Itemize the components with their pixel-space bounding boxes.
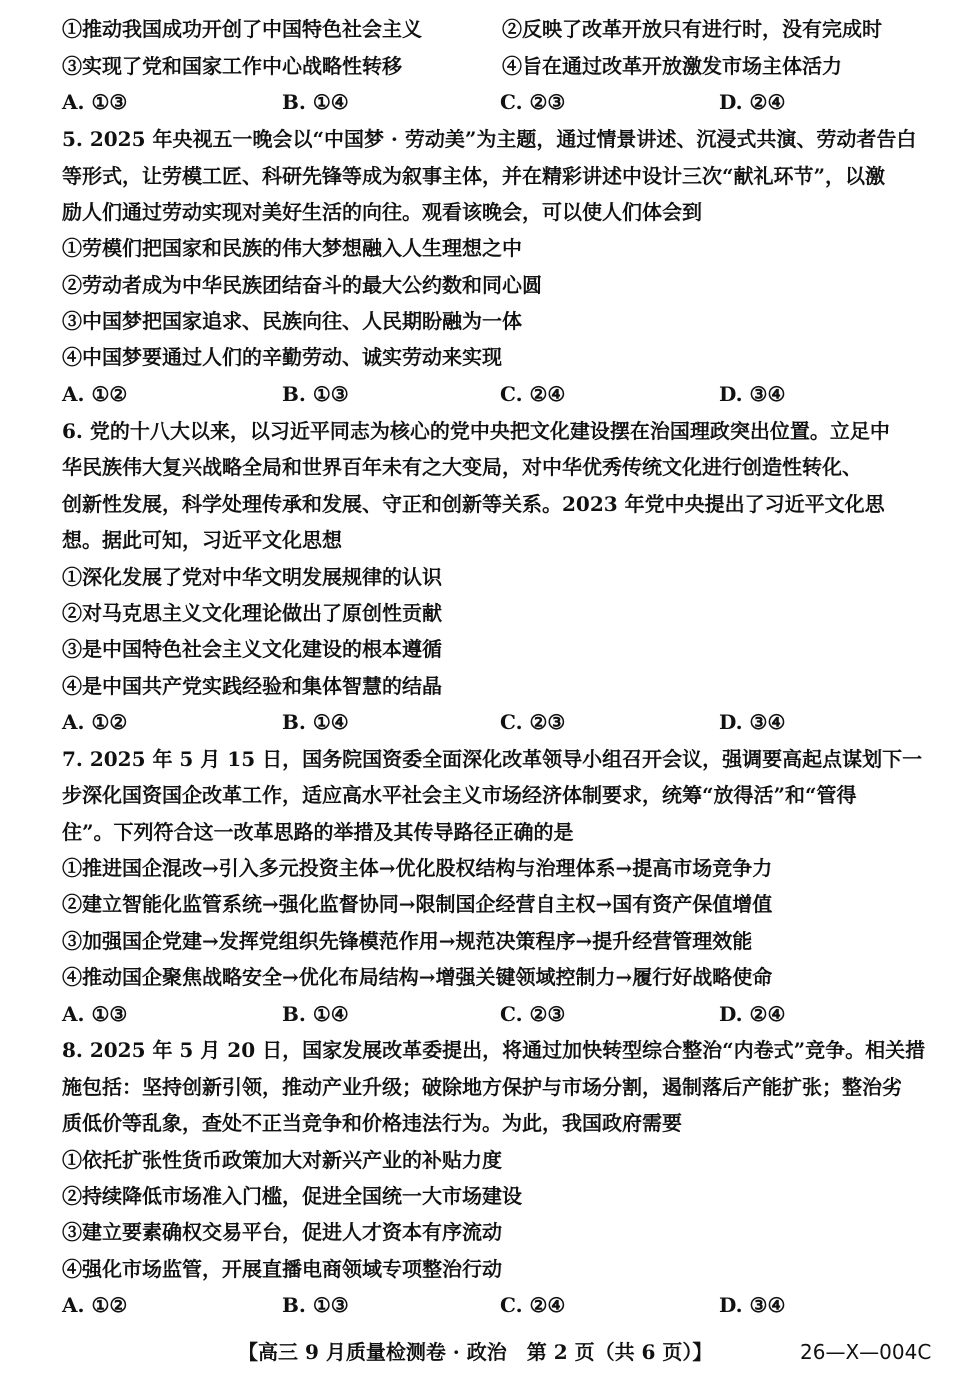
footer-title: 【高三 9 月质量检测卷 · 政治 第 2 页（共 6 页）】 [238, 1340, 713, 1364]
q5-option-1: ①劳模们把国家和民族的伟大梦想融入人生理想之中 [62, 236, 522, 260]
q8-choice-b: B. ①③ [282, 1293, 349, 1317]
q8-option-3: ③建立要素确权交易平台，促进人才资本有序流动 [62, 1220, 502, 1244]
q4-choice-d: D. ②④ [719, 90, 786, 114]
q8-choice-c: C. ②④ [500, 1293, 566, 1317]
q6-stem-line-4: 想。据此可知，习近平文化思想 [62, 528, 342, 552]
q7-choices [62, 1001, 932, 1027]
q7-stem-line-3: 住”。下列符合这一改革思路的举措及其传导路径正确的是 [62, 820, 574, 844]
q8-stem-line-3: 质低价等乱象，查处不正当竞争和价格违法行为。为此，我国政府需要 [62, 1111, 682, 1135]
q5-choice-c: C. ②④ [500, 382, 566, 406]
q6-stem-line-2: 华民族伟大复兴战略全局和世界百年未有之大变局，对中华优秀传统文化进行创造性转化、 [62, 455, 862, 479]
q5-stem-line-1: 5. 2025 年央视五一晚会以“中国梦 · 劳动美”为主题，通过情景讲述、沉浸式共演、劳动者告白 [62, 127, 917, 151]
q6-choice-c: C. ②③ [500, 710, 566, 734]
q5-choices [62, 381, 932, 407]
q8-choice-a: A. ①② [62, 1293, 128, 1317]
q4-option-row-2 [62, 53, 932, 79]
q4-option-1: ①推动我国成功开创了中国特色社会主义 [62, 17, 422, 41]
q8-option-2: ②持续降低市场准入门槛，促进全国统一大市场建设 [62, 1184, 522, 1208]
q7-option-2: ②建立智能化监管系统→强化监督协同→限制国企经营自主权→国有资产保值增值 [62, 892, 773, 916]
q7-option-1: ①推进国企混改→引入多元投资主体→优化股权结构与治理体系→提高市场竞争力 [62, 856, 773, 880]
q7-option-3: ③加强国企党建→发挥党组织先锋模范作用→规范决策程序→提升经营管理效能 [62, 929, 753, 953]
q6-choice-a: A. ①② [62, 710, 128, 734]
q7-choice-a: A. ①③ [62, 1002, 128, 1026]
q8-option-4: ④强化市场监管，开展直播电商领域专项整治行动 [62, 1257, 502, 1281]
q5-option-3: ③中国梦把国家追求、民族向往、人民期盼融为一体 [62, 309, 522, 333]
page-footer [0, 1338, 969, 1366]
q6-option-4: ④是中国共产党实践经验和集体智慧的结晶 [62, 674, 442, 698]
q6-stem-line-1: 6. 党的十八大以来，以习近平同志为核心的党中央把文化建设摆在治国理政突出位置。立足中 [62, 419, 890, 443]
q7-choice-d: D. ②④ [719, 1002, 786, 1026]
q5-option-4: ④中国梦要通过人们的辛勤劳动、诚实劳动来实现 [62, 345, 502, 369]
q4-choice-c: C. ②③ [500, 90, 566, 114]
q5-choice-a: A. ①② [62, 382, 128, 406]
q5-choice-b: B. ①③ [282, 382, 349, 406]
q4-choice-b: B. ①④ [282, 90, 349, 114]
q7-choice-b: B. ①④ [282, 1002, 349, 1026]
q8-stem-line-1: 8. 2025 年 5 月 20 日，国家发展改革委提出，将通过加快转型综合整治“内卷式”竞争。相关措 [62, 1038, 926, 1062]
q4-option-4: ④旨在通过改革开放激发市场主体活力 [502, 54, 842, 78]
q8-stem-line-2: 施包括：坚持创新引领，推动产业升级；破除地方保护与市场分割，遏制落后产能扩张；整治劣 [62, 1075, 902, 1099]
q4-choices [62, 89, 932, 115]
q5-choice-d: D. ③④ [719, 382, 786, 406]
q6-choices [62, 709, 932, 735]
q4-option-2: ②反映了改革开放只有进行时，没有完成时 [502, 17, 882, 41]
footer-code: 26—X—004C [800, 1340, 932, 1364]
q6-option-1: ①深化发展了党对中华文明发展规律的认识 [62, 565, 442, 589]
q8-choices [62, 1292, 932, 1318]
q4-option-3: ③实现了党和国家工作中心战略性转移 [62, 54, 402, 78]
q8-choice-d: D. ③④ [719, 1293, 786, 1317]
q6-choice-b: B. ①④ [282, 710, 349, 734]
q6-option-3: ③是中国特色社会主义文化建设的根本遵循 [62, 637, 442, 661]
q6-choice-d: D. ③④ [719, 710, 786, 734]
q6-option-2: ②对马克思主义文化理论做出了原创性贡献 [62, 601, 442, 625]
q7-choice-c: C. ②③ [500, 1002, 566, 1026]
q4-option-row-1 [62, 16, 932, 42]
q7-stem-line-2: 步深化国资国企改革工作，适应高水平社会主义市场经济体制要求，统筹“放得活”和“管得 [62, 783, 857, 807]
q5-stem-line-3: 励人们通过劳动实现对美好生活的向往。观看该晚会，可以使人们体会到 [62, 200, 702, 224]
q5-option-2: ②劳动者成为中华民族团结奋斗的最大公约数和同心圆 [62, 273, 542, 297]
q8-option-1: ①依托扩张性货币政策加大对新兴产业的补贴力度 [62, 1148, 502, 1172]
q4-choice-a: A. ①③ [62, 90, 128, 114]
q6-stem-line-3: 创新性发展，科学处理传承和发展、守正和创新等关系。2023 年党中央提出了习近平文化思 [62, 492, 885, 516]
q7-stem-line-1: 7. 2025 年 5 月 15 日，国务院国资委全面深化改革领导小组召开会议，强调要高起点谋划下一 [62, 747, 923, 771]
q7-option-4: ④推动国企聚焦战略安全→优化布局结构→增强关键领域控制力→履行好战略使命 [62, 965, 773, 989]
q5-stem-line-2: 等形式，让劳模工匠、科研先锋等成为叙事主体，并在精彩讲述中设计三次“献礼环节”，以激 [62, 164, 886, 188]
